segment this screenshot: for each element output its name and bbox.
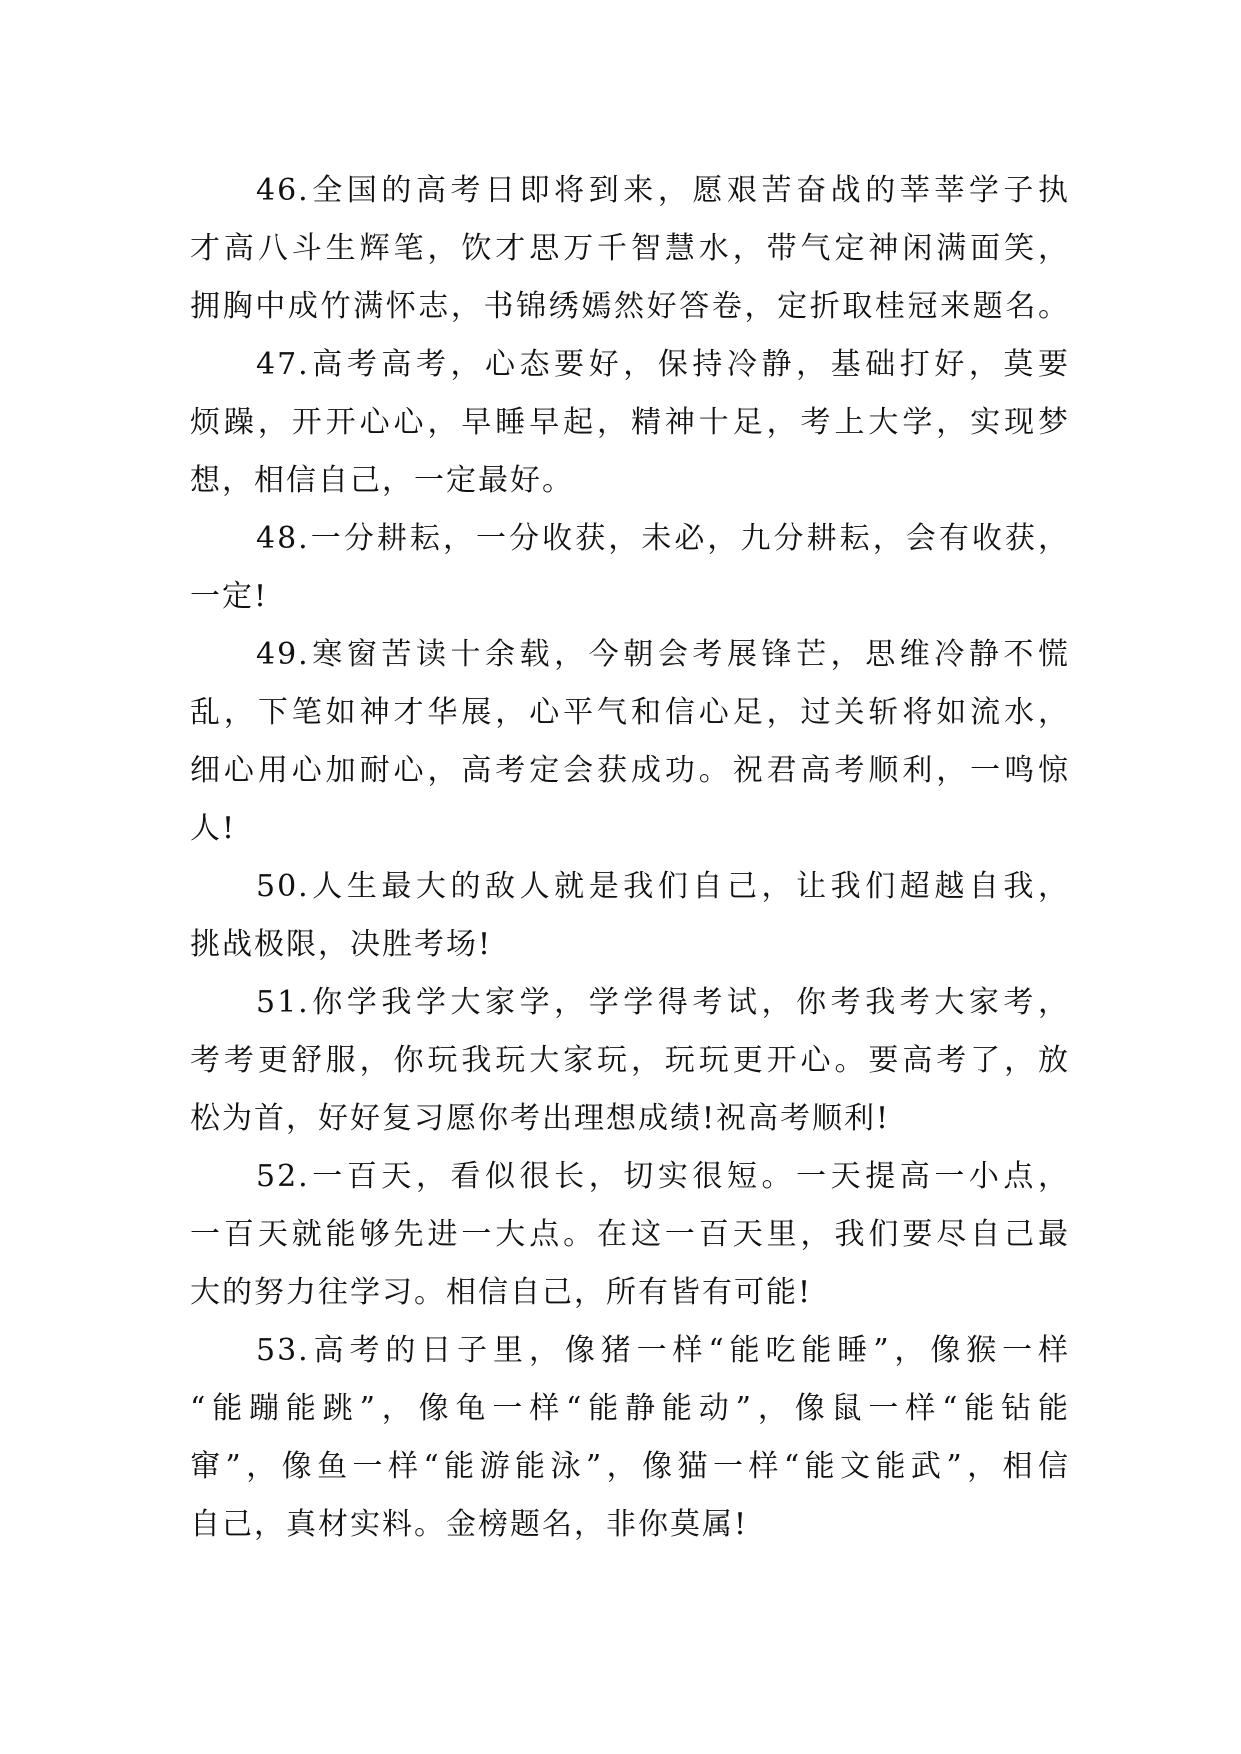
paragraph-49	[190, 626, 1070, 858]
text-line: 挑战极限，决胜考场!	[190, 927, 493, 962]
text-line: 一百天就能够先进一大点。在这一百天里，我们要尽自己最	[190, 1217, 1070, 1252]
text-line: 53.高考的日子里，像猪一样“能吃能睡”，像猴一样	[256, 1333, 1070, 1368]
text-line: 52.一百天，看似很长，切实很短。一天提高一小点，	[256, 1159, 1070, 1194]
paragraph-48	[190, 510, 1070, 626]
text-line: 考考更舒服，你玩我玩大家玩，玩玩更开心。要高考了，放	[190, 1043, 1070, 1078]
text-line: 48.一分耕耘，一分收获，未必，九分耕耘，会有收获，	[256, 521, 1070, 556]
text-line: 拥胸中成竹满怀志，书锦绣嫣然好答卷，定折取桂冠来题名。	[190, 289, 1070, 324]
text-line: 想，相信自己，一定最好。	[190, 463, 574, 498]
paragraph-53	[190, 1322, 1070, 1554]
text-line: 一定!	[190, 579, 269, 614]
text-line: 47.高考高考，心态要好，保持冷静，基础打好，莫要	[256, 347, 1070, 382]
text-line: 大的努力往学习。相信自己，所有皆有可能!	[190, 1275, 813, 1310]
paragraph-47	[190, 336, 1070, 510]
text-line: 松为首，好好复习愿你考出理想成绩!祝高考顺利!	[190, 1101, 891, 1136]
document-body	[190, 162, 1070, 1554]
text-line: 自己，真材实料。金榜题名，非你莫属!	[190, 1507, 749, 1542]
text-line: 细心用心加耐心，高考定会获成功。祝君高考顺利，一鸣惊	[190, 753, 1070, 788]
text-line: 46.全国的高考日即将到来，愿艰苦奋战的莘莘学子执	[256, 173, 1070, 208]
text-line: 49.寒窗苦读十余载，今朝会考展锋芒，思维冷静不慌	[256, 637, 1070, 672]
paragraph-51	[190, 974, 1070, 1148]
text-line: 才高八斗生辉笔，饮才思万千智慧水，带气定神闲满面笑，	[190, 231, 1070, 266]
text-line: 人!	[190, 811, 237, 846]
text-line: 乱，下笔如神才华展，心平气和信心足，过关斩将如流水，	[190, 695, 1070, 730]
paragraph-52	[190, 1148, 1070, 1322]
text-line: 窜”，像鱼一样“能游能泳”，像猫一样“能文能武”，相信	[190, 1449, 1070, 1484]
paragraph-46	[190, 162, 1070, 336]
text-line: 烦躁，开开心心，早睡早起，精神十足，考上大学，实现梦	[190, 405, 1070, 440]
paragraph-50	[190, 858, 1070, 974]
text-line: “能蹦能跳”，像龟一样“能静能动”，像鼠一样“能钻能	[190, 1391, 1070, 1426]
text-line: 50.人生最大的敌人就是我们自己，让我们超越自我，	[256, 869, 1070, 904]
text-line: 51.你学我学大家学，学学得考试，你考我考大家考，	[256, 985, 1070, 1020]
